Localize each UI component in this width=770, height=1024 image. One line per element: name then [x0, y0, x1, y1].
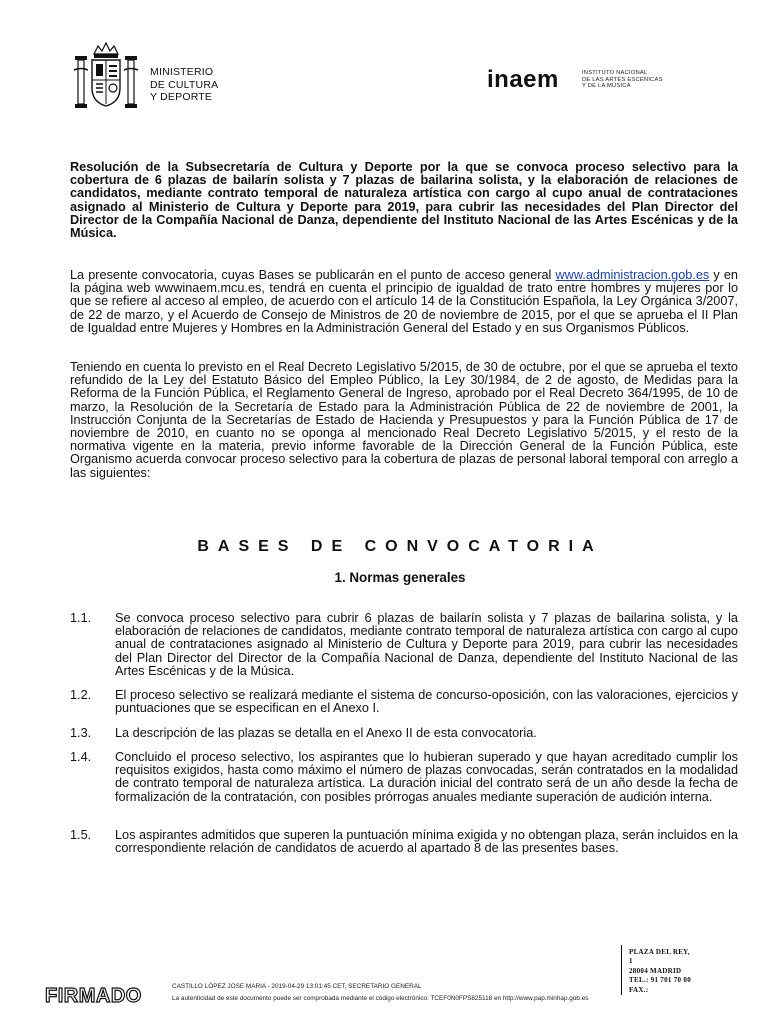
section-heading: 1. Normas generales	[334, 570, 466, 585]
inaem-logo: inaem	[487, 66, 559, 93]
address-line-2: 1	[629, 957, 633, 966]
inaem-subtitle	[582, 70, 663, 90]
item-number: 1.3.	[70, 726, 92, 740]
address-line-4: TEL.: 91 701 70 00	[629, 976, 691, 985]
address-line-1: PLAZA DEL REY,	[629, 948, 690, 956]
address-line-3: 28004 MADRID	[629, 966, 682, 975]
address-divider	[621, 945, 622, 995]
item-number: 1.1.	[70, 611, 92, 625]
inaem-sub-line-2: DE LAS ARTES ESCÉNICAS	[582, 76, 663, 83]
item-text: El proceso selectivo se realizará mediante el sistema de concurso-oposición, con las valoraciones, ejercicios y puntuaciones que se especifican en el Anexo I.	[115, 688, 738, 716]
resolution-title: Resolución de la Subsecretaría de Cultura y Deporte por la que se convoca proceso selectivo para la cobertura de 6 plazas de bailarín solista y 7 plazas de bailarina solista, y la elaboración de relaciones de candidatos, mediante contrato temporal de naturaleza artística con cargo al cupo anual de contrataciones asignado al Ministerio de Cultura y Deporte para 2019, para cubrir las necesidades del Plan Director del Director de la Compañía Nacional de Danza, dependiente del Instituto Nacional de las Artes Escénicas y de la Música.	[70, 160, 738, 241]
item-text: Los aspirantes admitidos que superen la puntuación mínima exigida y no obtengan plaza, serán incluidos en la correspondiente relación de candidatos de acuerdo al apartado 8 de las presentes bases.	[115, 828, 738, 856]
list-item	[70, 612, 738, 682]
signature-info: CASTILLO LÓPEZ JOSE MARIA - 2019-04-29 13:01:45 CET, SECRETARIO GENERAL	[172, 983, 422, 990]
coat-of-arms-icon	[70, 40, 142, 120]
inaem-sub-line-1: INSTITUTO NACIONAL	[582, 70, 648, 76]
inaem-sub-line-3: Y DE LA MÚSICA	[582, 83, 631, 89]
item-text: La descripción de las plazas se detalla en el Anexo II de esta convocatoria.	[115, 726, 537, 740]
address-block	[629, 948, 691, 995]
verification-info: La autenticidad de este documento puede ser comprobada mediante el código electrónico: TCEF0N0FPS825118 en http://www.pap.minhap.gob.es	[172, 995, 589, 1002]
item-number: 1.2.	[70, 688, 92, 702]
item-text: Se convoca proceso selectivo para cubrir 6 plazas de bailarín solista y 7 plazas de bailarina solista, y la elaboración de relaciones de candidatos, mediante contrato temporal de naturaleza artística con cargo al cupo anual de contrataciones asignado al Ministerio de Cultura y Deporte para 2019, para cubrir las necesidades del Plan Director del Director de la Compañía Nacional de Danza, dependiente del Instituto Nacional de las Artes Escénicas y de la Música.	[115, 611, 738, 678]
firmado-stamp: FIRMADO	[45, 985, 142, 1007]
item-number: 1.5.	[70, 828, 92, 842]
legal-basis-paragraph: Teniendo en cuenta lo previsto en el Real Decreto Legislativo 5/2015, de 30 de octubre, por el que se aprueba el texto refundido de la Ley del Estatuto Básico del Empleo Público, la Ley 30/1984, de 2 de agosto, de Medidas para la Reforma de la Función Pública, el Reglamento General de Ingreso, aprobado por el Real Decreto 364/1995, de 10 de marzo, la Resolución de la Secretaría de Estado para la Administración Pública de 22 de noviembre de 2001, la Instrucción Conjunta de la Secretarías de Estado de Hacienda y Presupuestos y para la Función Pública de 17 de noviembre de 2010, en cuanto no se oponga al mencionado Real Decreto Legislativo 5/2015, y el resto de la normativa vigente en la materia, previo informe favorable de la Dirección General de la Función Pública, este Organismo acuerda convocar proceso selectivo para la cobertura de plazas de personal laboral temporal con arreglo a las siguientes:	[70, 360, 738, 480]
administracion-link[interactable]: www.administracion.gob.es	[555, 268, 710, 282]
address-line-5: FAX.:	[629, 985, 649, 994]
item-number: 1.4.	[70, 750, 92, 764]
list-item	[70, 689, 738, 719]
ministry-name	[150, 66, 218, 104]
bases-heading: BASES DE CONVOCATORIA	[197, 538, 603, 555]
item-text: Concluido el proceso selectivo, los aspirantes que lo hubieran superado y que hayan acreditado cumplir los requisitos exigidos, hasta como máximo el número de plazas convocadas, serán contratados en la modalidad de contrato temporal de naturaleza artística. La duración inicial del contrato será de un año desde la fecha de formalización de la contratación, con posibles prórrogas anuales mediante superación de audición interna.	[115, 750, 738, 804]
list-item	[70, 727, 738, 743]
list-item	[70, 751, 738, 821]
intro-text-before-link: La presente convocatoria, cuyas Bases se publicarán en el punto de acceso general	[70, 268, 556, 282]
ministry-line-2: DE CULTURA	[150, 78, 219, 91]
intro-paragraph	[70, 269, 738, 335]
intro-text-after-link: y en la página web wwwinaem.mcu.es, tendrá en cuenta el principio de igualdad de trato entre hombres y mujeres por lo que se refiere al acceso al empleo, de acuerdo con el artículo 14 de la Constitución Española, la Ley Orgánica 3/2007, de 22 de marzo, y el Acuerdo de Consejo de Ministros de 20 de noviembre de 2015, por el que se aprueba el II Plan de Igualdad entre Mujeres y Hombres en la Administración General del Estado y en sus Organismos Públicos.	[70, 268, 738, 335]
ministry-line-1: MINISTERIO	[150, 66, 214, 78]
ministry-line-3: Y DEPORTE	[150, 91, 213, 103]
list-item	[70, 829, 738, 873]
